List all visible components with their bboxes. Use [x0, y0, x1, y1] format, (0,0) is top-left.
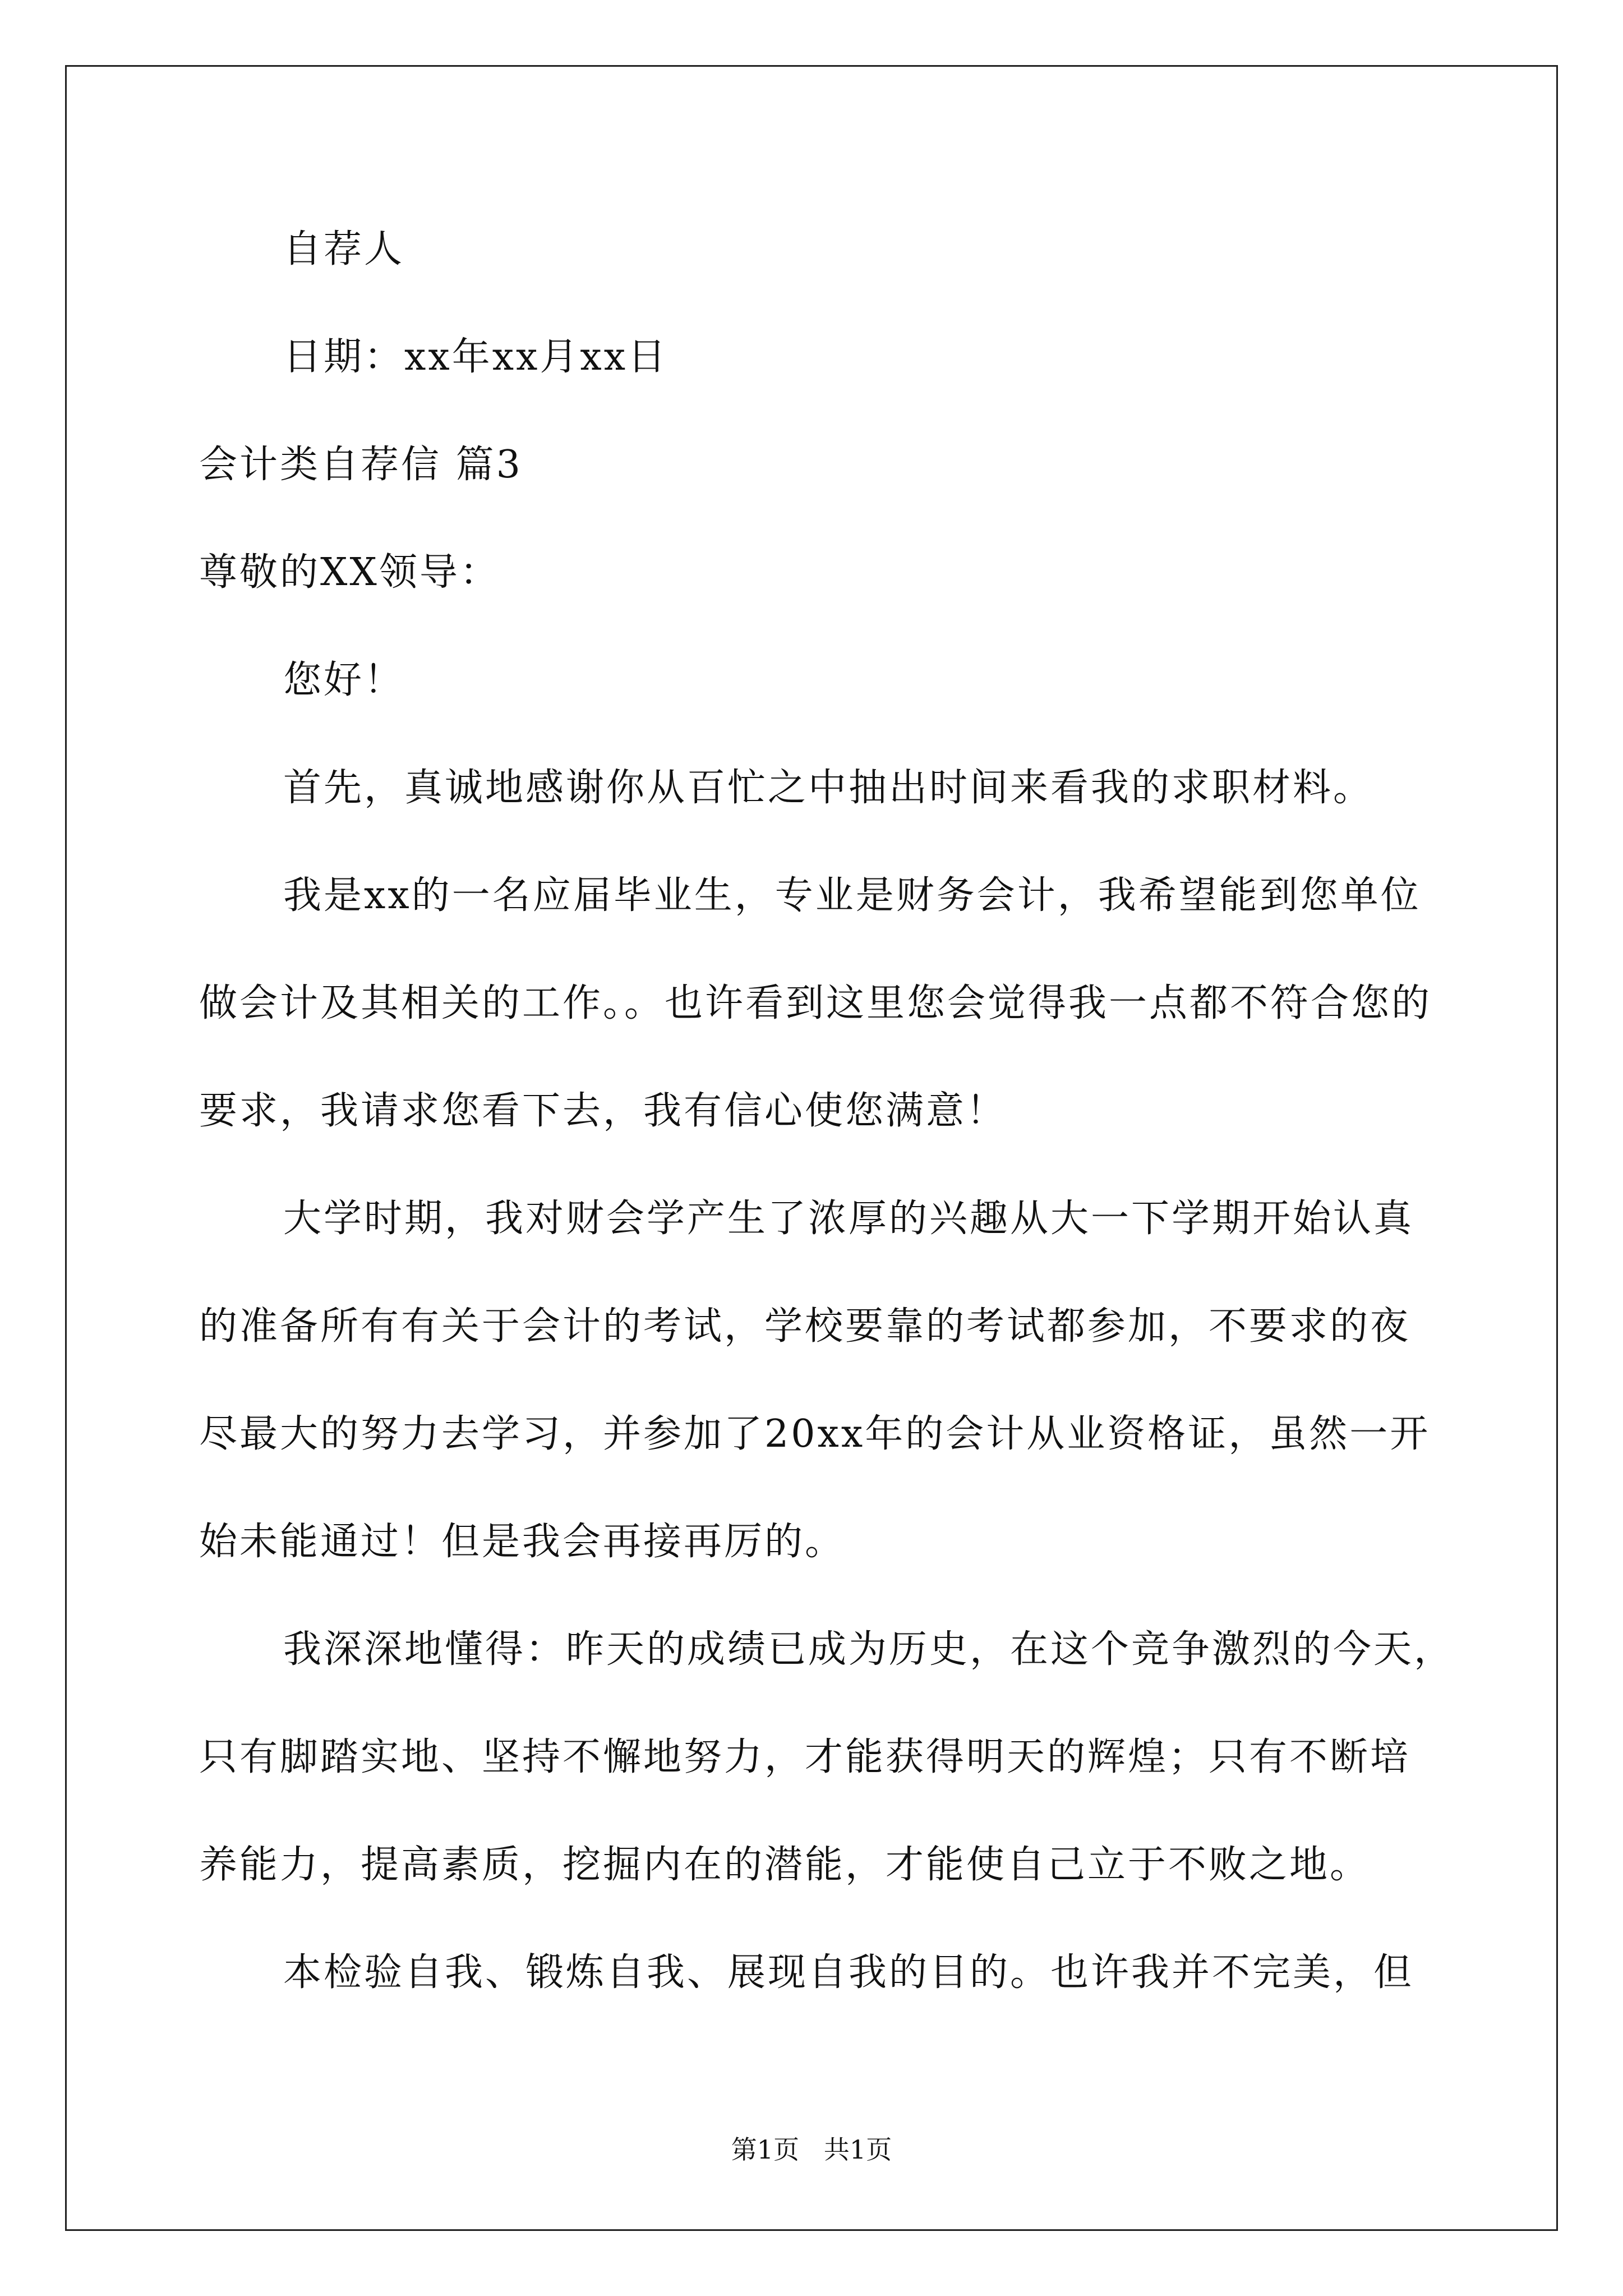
- paragraph-line: 只有脚踏实地、坚持不懈地努力，才能获得明天的辉煌；只有不断培: [199, 1735, 1411, 1779]
- paragraph-line: 我是xx的一名应届毕业生，专业是财务会计，我希望能到您单位: [283, 873, 1421, 918]
- paragraph-line: 我深深地懂得：昨天的成绩已成为历史，在这个竞争激烈的今天，: [283, 1627, 1455, 1672]
- salutation: 尊敬的XX领导：: [199, 550, 500, 595]
- paragraph-line: 始未能通过！但是我会再接再厉的。: [199, 1520, 846, 1564]
- paragraph-line: 尽最大的努力去学习，并参加了20xx年的会计从业资格证，虽然一开: [199, 1412, 1431, 1456]
- date-line: 日期：xx年xx月xx日: [283, 335, 668, 379]
- section-heading: 会计类自荐信 篇3: [199, 443, 523, 487]
- page-border: [65, 65, 1558, 2231]
- paragraph-line: 养能力，提高素质，挖掘内在的潜能，才能使自己立于不败之地。: [199, 1843, 1371, 1887]
- paragraph-line: 要求，我请求您看下去，我有信心使您满意！: [199, 1089, 1007, 1133]
- page-footer: 第1页 共1页: [731, 2134, 892, 2165]
- paragraph-line: 大学时期，我对财会学产生了浓厚的兴趣从大一下学期开始认真: [283, 1197, 1414, 1241]
- greeting: 您好！: [283, 658, 405, 702]
- paragraph-line: 本检验自我、锻炼自我、展现自我的目的。也许我并不完美，但: [283, 1950, 1414, 1995]
- paragraph-line: 首先，真诚地感谢你从百忙之中抽出时间来看我的求职材料。: [283, 766, 1374, 810]
- signature-line: 自荐人: [283, 227, 405, 272]
- paragraph-line: 的准备所有有关于会计的考试，学校要靠的考试都参加，不要求的夜: [199, 1304, 1411, 1349]
- paragraph-line: 做会计及其相关的工作。。也许看到这里您会觉得我一点都不符合您的: [199, 981, 1432, 1025]
